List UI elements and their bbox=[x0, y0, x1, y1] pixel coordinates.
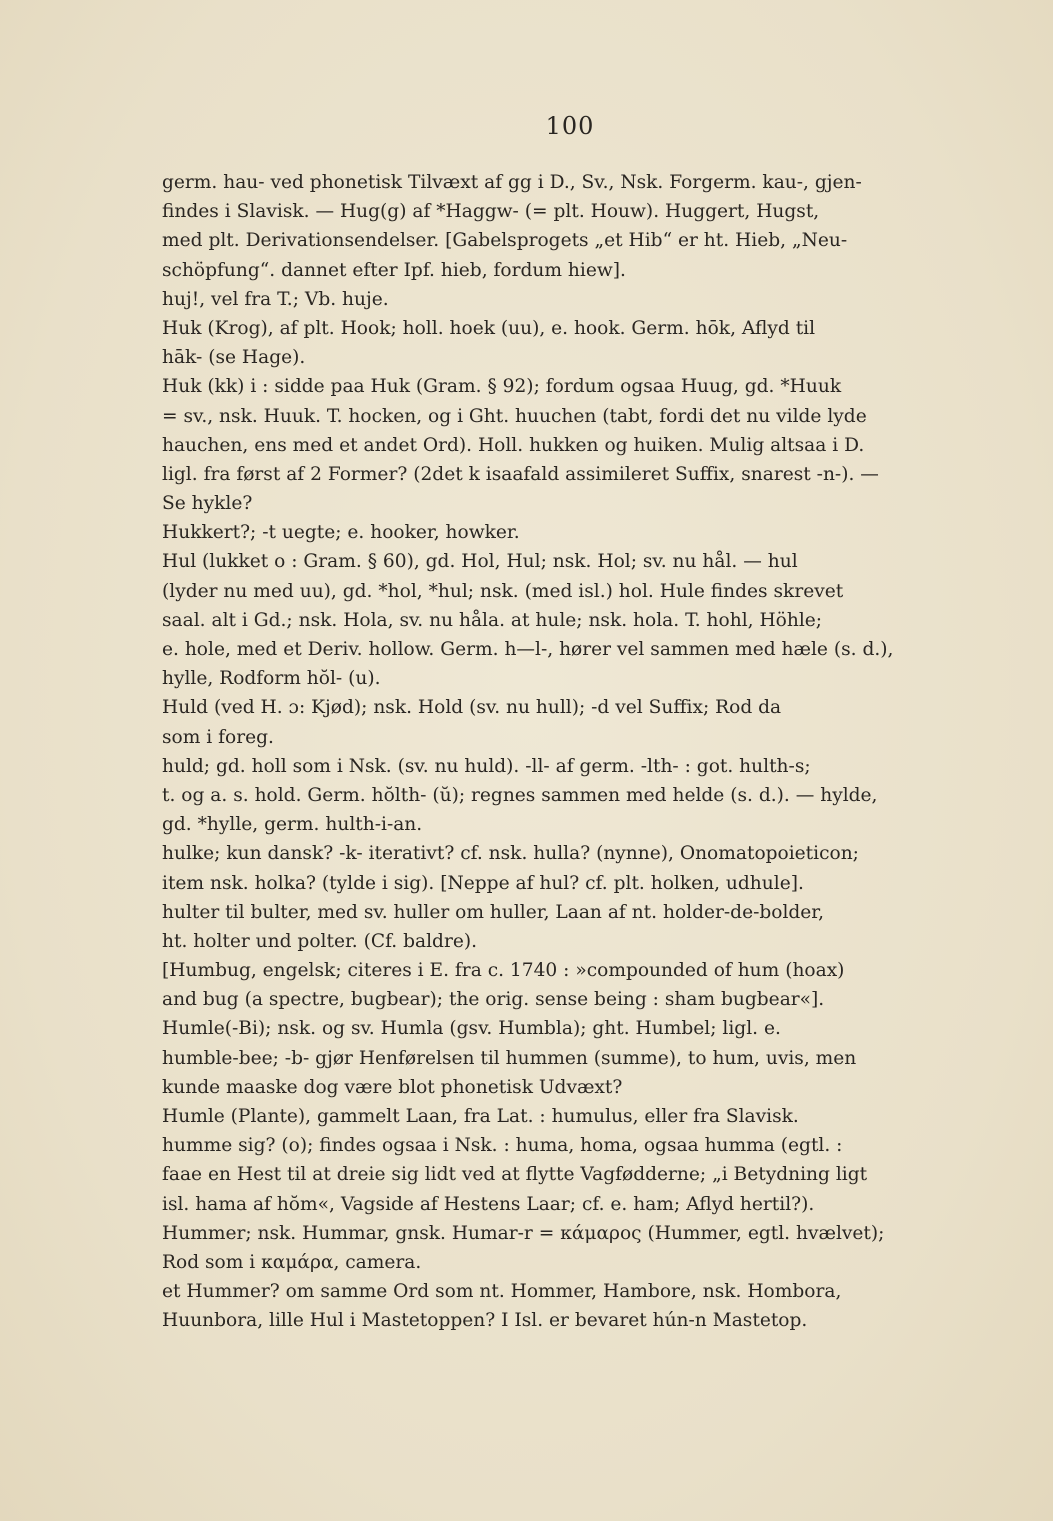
text-line: humble-bee; -b- gjør Henførelsen til hummen (summe), to hum, uvis, men bbox=[162, 1047, 857, 1069]
text-line: hylle, Rodform hŏl- (u). bbox=[162, 668, 381, 690]
text-line: gd. *hylle, germ. hulth-i-an. bbox=[162, 814, 423, 836]
text-line: hauchen, ens med et andet Ord). Holl. hukken og huiken. Mulig altsaa i D. bbox=[162, 434, 865, 456]
text-line: ht. holter und polter. (Cf. baldre). bbox=[162, 930, 478, 952]
text-line: saal. alt i Gd.; nsk. Hola, sv. nu håla. at hule; nsk. hola. T. hohl, Höhle; bbox=[162, 609, 823, 631]
text-line: = sv., nsk. Huuk. T. hocken, og i Ght. huuchen (tabt, fordi det nu vilde lyde bbox=[162, 405, 867, 427]
text-line: schöpfung“. dannet efter Ipf. hieb, fordum hiew]. bbox=[162, 259, 626, 281]
text-line: Humle (Plante), gammelt Laan, fra Lat. : humulus, eller fra Slavisk. bbox=[162, 1106, 799, 1127]
text-line: faae en Hest til at dreie sig lidt ved at flytte Vagfødderne; „i Betydning ligt bbox=[162, 1164, 868, 1186]
text-line: (lyder nu med uu), gd. *hol, *hul; nsk. (med isl.) hol. Hule findes skrevet bbox=[162, 580, 844, 602]
text-line: isl. hama af hŏm«, Vagside af Hestens Laar; cf. e. ham; Aflyd hertil?). bbox=[162, 1193, 815, 1215]
text-line: huld; gd. holl som i Nsk. (sv. nu huld). -ll- af germ. -lth- : got. hulth-s; bbox=[162, 755, 811, 777]
text-line: findes i Slavisk. — Hug(g) af *Haggw- (= plt. Houw). Huggert, Hugst, bbox=[162, 201, 820, 223]
text-line: et Hummer? om samme Ord som nt. Hommer, Hambore, nsk. Hombora, bbox=[162, 1281, 842, 1303]
text-line: humme sig? (o); findes ogsaa i Nsk. : huma, homa, ogsaa humma (egtl. : bbox=[162, 1135, 843, 1157]
text-line: and bug (a spectre, bugbear); the orig. sense being : sham bugbear«]. bbox=[162, 989, 825, 1011]
text-line: huj!, vel fra T.; Vb. huje. bbox=[162, 288, 389, 310]
text-line: hulke; kun dansk? -k- iterativt? cf. nsk. hulla? (nynne), Onomatopoieticon; bbox=[162, 843, 859, 865]
text-line: item nsk. holka? (tylde i sig). [Neppe af hul? cf. plt. holken, udhule]. bbox=[162, 872, 804, 894]
text-line: Huld (ved H. ɔ: Kjød); nsk. Hold (sv. nu hull); -d vel Suffix; Rod da bbox=[162, 697, 782, 719]
text-line: Hummer; nsk. Hummar, gnsk. Humar-r = κάμαρος (Hummer, egtl. hvælvet); bbox=[162, 1222, 885, 1244]
page-number: 100 bbox=[545, 112, 595, 140]
text-line: Se hykle? bbox=[162, 493, 253, 515]
text-line: Hukkert?; -t uegte; e. hooker, howker. bbox=[162, 522, 520, 544]
text-line: Huk (kk) i : sidde paa Huk (Gram. § 92); fordum ogsaa Huug, gd. *Huuk bbox=[162, 376, 842, 398]
text-line: e. hole, med et Deriv. hollow. Germ. h—l-, hører vel sammen med hæle (s. d.), bbox=[162, 639, 894, 660]
text-line: Huk (Krog), af plt. Hook; holl. hoek (uu), e. hook. Germ. hōk, Aflyd til bbox=[162, 317, 816, 339]
text-line: med plt. Derivationsendelser. [Gabelsprogets „et Hib“ er ht. Hieb, „Neu- bbox=[162, 230, 848, 252]
text-line: [Humbug, engelsk; citeres i E. fra c. 1740 : »compounded of hum (hoax) bbox=[162, 960, 845, 982]
text-line: Hul (lukket o : Gram. § 60), gd. Hol, Hul; nsk. Hol; sv. nu hål. — hul bbox=[162, 551, 798, 573]
text-line: Rod som i καμάρα, camera. bbox=[162, 1251, 422, 1273]
entry-text bbox=[162, 168, 988, 1336]
text-line: som i foreg. bbox=[162, 726, 274, 748]
text-line: kunde maaske dog være blot phonetisk Udvæxt? bbox=[162, 1076, 623, 1098]
text-line: hāk- (se Hage). bbox=[162, 347, 306, 369]
text-line: hulter til bulter, med sv. huller om huller, Laan af nt. holder-de-bolder, bbox=[162, 901, 825, 923]
text-line: germ. hau- ved phonetisk Tilvæxt af gg i D., Sv., Nsk. Forgerm. kau-, gjen- bbox=[162, 172, 862, 193]
text-line: Humle(-Bi); nsk. og sv. Humla (gsv. Humbla); ght. Humbel; ligl. e. bbox=[162, 1018, 781, 1040]
text-line: ligl. fra først af 2 Former? (2det k isaafald assimileret Suffix, snarest -n-). — bbox=[162, 463, 879, 485]
text-line: t. og a. s. hold. Germ. hŏlth- (ŭ); regnes sammen med helde (s. d.). — hylde, bbox=[162, 784, 878, 806]
text-line: Huunbora, lille Hul i Mastetoppen? I Isl. er bevaret hún-n Mastetop. bbox=[162, 1310, 808, 1332]
